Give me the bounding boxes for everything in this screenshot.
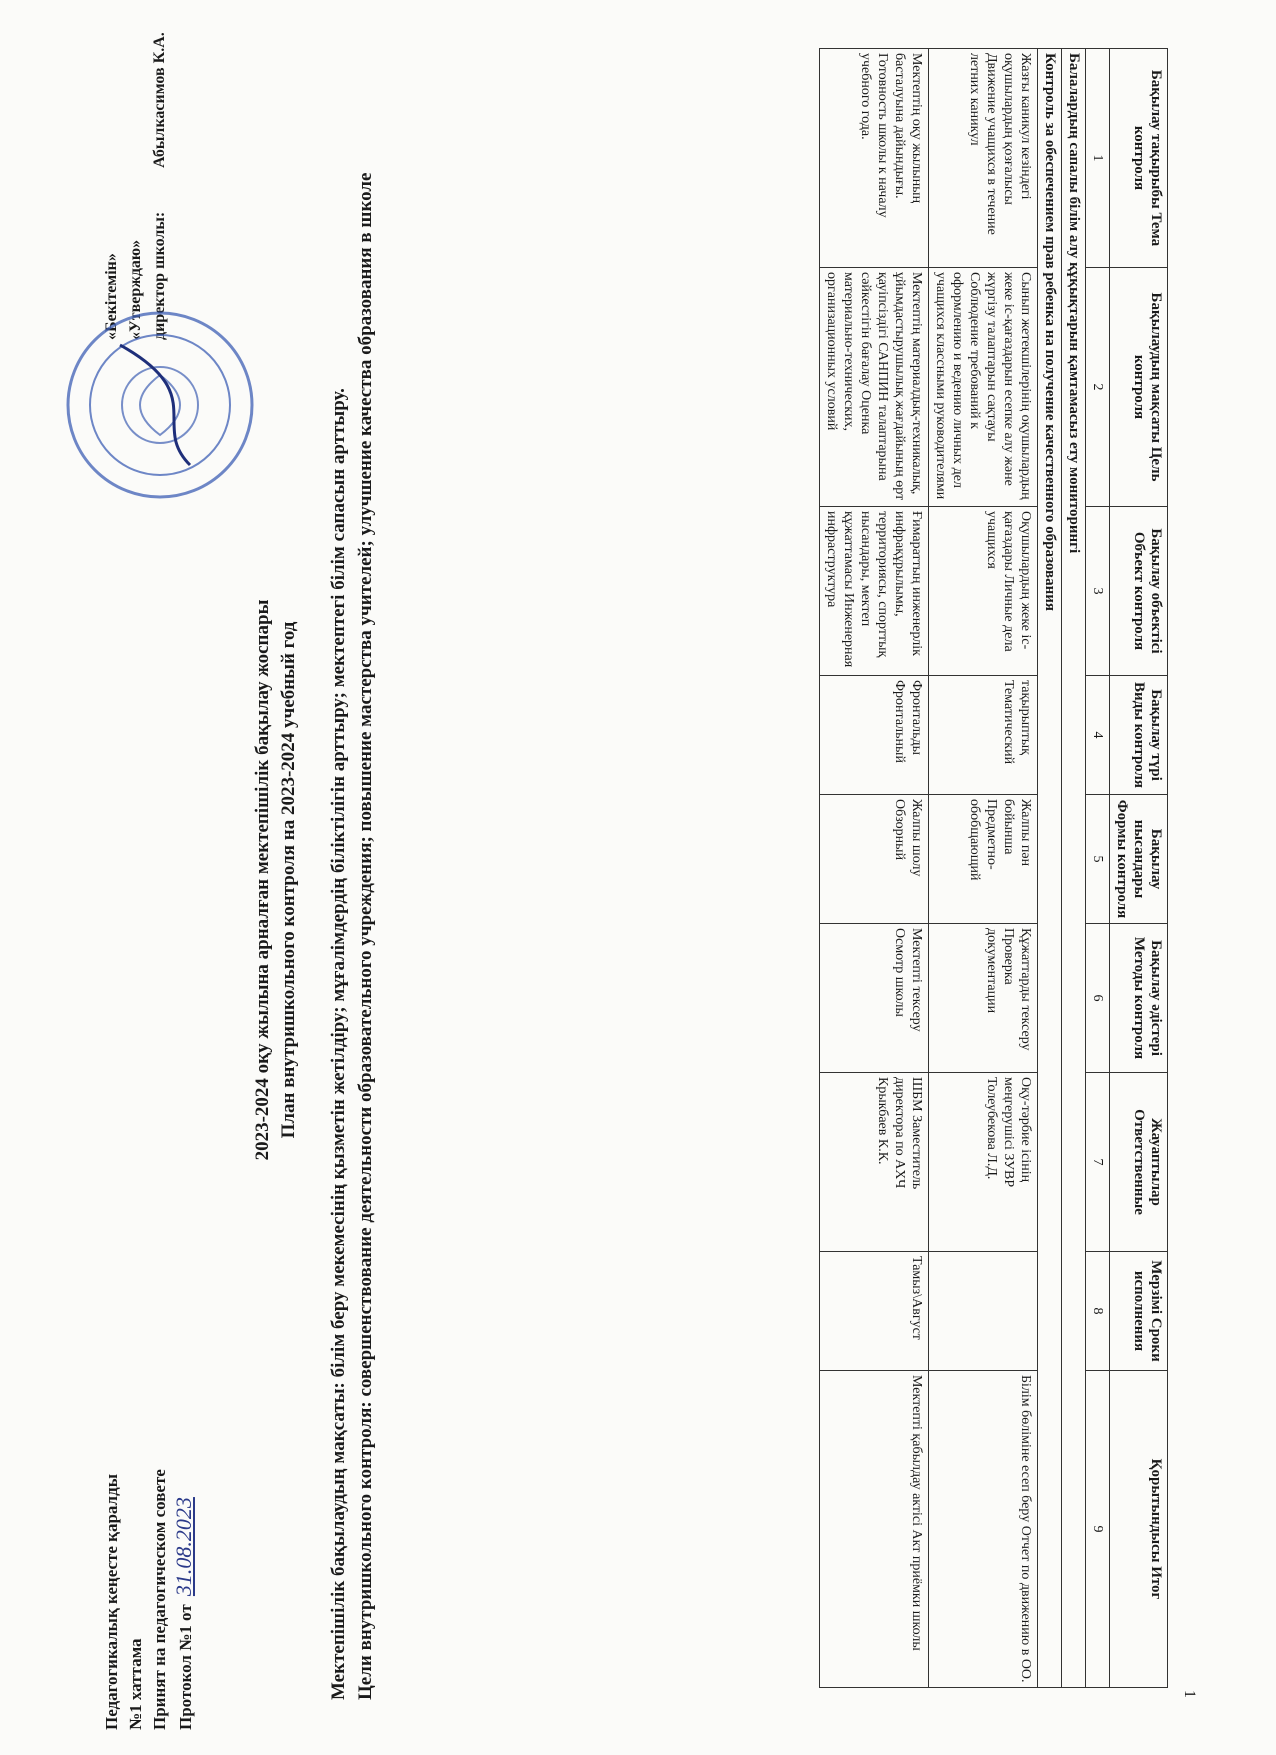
column-number: 2 bbox=[1086, 268, 1110, 507]
header-cell: Бақылаудың мақсаты Цель контроля bbox=[1110, 268, 1168, 507]
column-number: 7 bbox=[1086, 1073, 1110, 1252]
director-line bbox=[148, 32, 172, 340]
column-number: 4 bbox=[1086, 676, 1110, 795]
cell-goal: Сынып жетекшілерінің оқушылардың жеке іс-қағаздарын есепке алу және жүргізу талаптарын сақтауы Соблюдение требований к оформлению и ведению личных дел учащихся классными руководителями bbox=[929, 268, 1038, 507]
goal-ru: Цели внутришкольного контроля: совершенствование деятельности образовательного учреждения; повышение мастерства учителей; улучшение качества образования в школе bbox=[355, 172, 376, 1700]
cell-method: Мектепті тексеру Осмотр школы bbox=[820, 924, 929, 1073]
title-ru: План внутришкольного контроля на 2023-2024 учебный год bbox=[278, 621, 299, 1139]
column-number: 9 bbox=[1086, 1371, 1110, 1688]
cell-topic: Жазғы каникул кезіндегі оқушылардың қозғалысы Движение учащихся в течение летних каникул bbox=[929, 49, 1038, 268]
approve-ru: «Утверждаю» bbox=[127, 239, 144, 340]
cell-responsible: Оқу-тәрбие ісінің меңгерушісі ЗУВР Толеубекова Л.Д. bbox=[929, 1073, 1038, 1252]
page-number: 1 bbox=[1181, 1690, 1198, 1698]
approve-kz: «Бекітемін» bbox=[103, 253, 120, 340]
section-title-kz: Балалардың сапалы білім алу құқықтарын қамтамасыз ету мониторингі bbox=[1062, 49, 1086, 1688]
council-line-1: Педагогикалық кеңесте қаралды bbox=[102, 1474, 121, 1730]
column-number: 5 bbox=[1086, 795, 1110, 924]
section-title-ru: Контроль за обеспечением прав ребенка на получение качественного образования bbox=[1038, 49, 1062, 1688]
header-cell: Бақылау тақырыбы Тема контроля bbox=[1110, 49, 1168, 268]
plan-title bbox=[250, 330, 302, 1430]
director-name: Абылкасимов К.А. bbox=[151, 32, 168, 168]
director-label: директор школы: bbox=[151, 211, 168, 340]
cell-responsible: ШБМ Заместитель директора по АХЧ Крыкбаев К.К. bbox=[820, 1073, 929, 1252]
column-number: 8 bbox=[1086, 1252, 1110, 1371]
cell-object: Ғимараттың инженерлік инфрақұрылымы, территориясы, спорттық нысандары, мектеп құжаттамасы Инженерная инфраструктура bbox=[820, 507, 929, 676]
council-line-3: Принят на педагогическом совете bbox=[150, 1469, 169, 1730]
council-line-2: №1 хаттама bbox=[126, 1638, 145, 1730]
header-cell: Жауаптылар Ответственные bbox=[1110, 1073, 1168, 1252]
header-cell: Бақылау әдістері Методы контроля bbox=[1110, 924, 1168, 1073]
cell-result: Білім бөліміне есеп беру Отчет по движению в ОО. bbox=[929, 1371, 1038, 1688]
header-cell: Қорытындысы Итог bbox=[1110, 1371, 1168, 1688]
column-number: 3 bbox=[1086, 507, 1110, 676]
upright-layer bbox=[100, 30, 1250, 1730]
cell-form: Жалпы пән бойынша Предметно-обобщающий bbox=[929, 795, 1038, 924]
cell-type: Фронтальды Фронтальный bbox=[820, 676, 929, 795]
cell-goal: Мектептің материалдық-техникалық, ұйымдастырушылық жағдайының өрт қауіпсіздігі САНПИН талаптарына сәйкестігін бағалау Оценка материально-технических, организационных условий bbox=[820, 268, 929, 507]
cell-deadline: Тамыз\Август bbox=[820, 1252, 929, 1371]
cell-form: Жалпы шолу Обзорный bbox=[820, 795, 929, 924]
column-number: 6 bbox=[1086, 924, 1110, 1073]
approval-right bbox=[100, 32, 172, 340]
cell-topic: Мектептің оқу жылының басталуына дайындығы. Готовность школы к началу учебного года. bbox=[820, 49, 929, 268]
cell-type: тақырыптық Тематический bbox=[929, 676, 1038, 795]
council-line-4 bbox=[172, 1469, 198, 1730]
school-seal-icon bbox=[60, 305, 260, 505]
header-cell: Бақылау нысандары Формы контроля bbox=[1110, 795, 1168, 924]
title-kz: 2023-2024 оқу жылына арналған мектепішілік бақылау жоспары bbox=[252, 599, 273, 1161]
cell-method: Құжаттарды тексеру Проверка документации bbox=[929, 924, 1038, 1073]
header-cell: Бақылау объектісі Объект контроля bbox=[1110, 507, 1168, 676]
header-cell: Бақылау түрі Виды контроля bbox=[1110, 676, 1168, 795]
cell-result: Мектепті қабылдау актісі Акт приёмки школы bbox=[820, 1371, 929, 1688]
protocol-date: 31.08.2023 bbox=[171, 1497, 196, 1597]
control-goals bbox=[325, 60, 379, 1700]
cell-object: Оқушылардың жеке іс-қағаздары Личные дела учащихся bbox=[929, 507, 1038, 676]
goal-kz: Мектепішілік бақылаудың мақсаты: білім беру мекемесінің қызметін жетілдіру; мұғалімдердің біліктілігін арттыру; мектептегі білім сапасын арттыру. bbox=[328, 388, 349, 1700]
protocol-label: Протокол №1 от bbox=[176, 1604, 195, 1730]
header-cell: Мерзімі Сроки исполнения bbox=[1110, 1252, 1168, 1371]
column-number: 1 bbox=[1086, 49, 1110, 268]
approval-left bbox=[100, 1469, 198, 1730]
